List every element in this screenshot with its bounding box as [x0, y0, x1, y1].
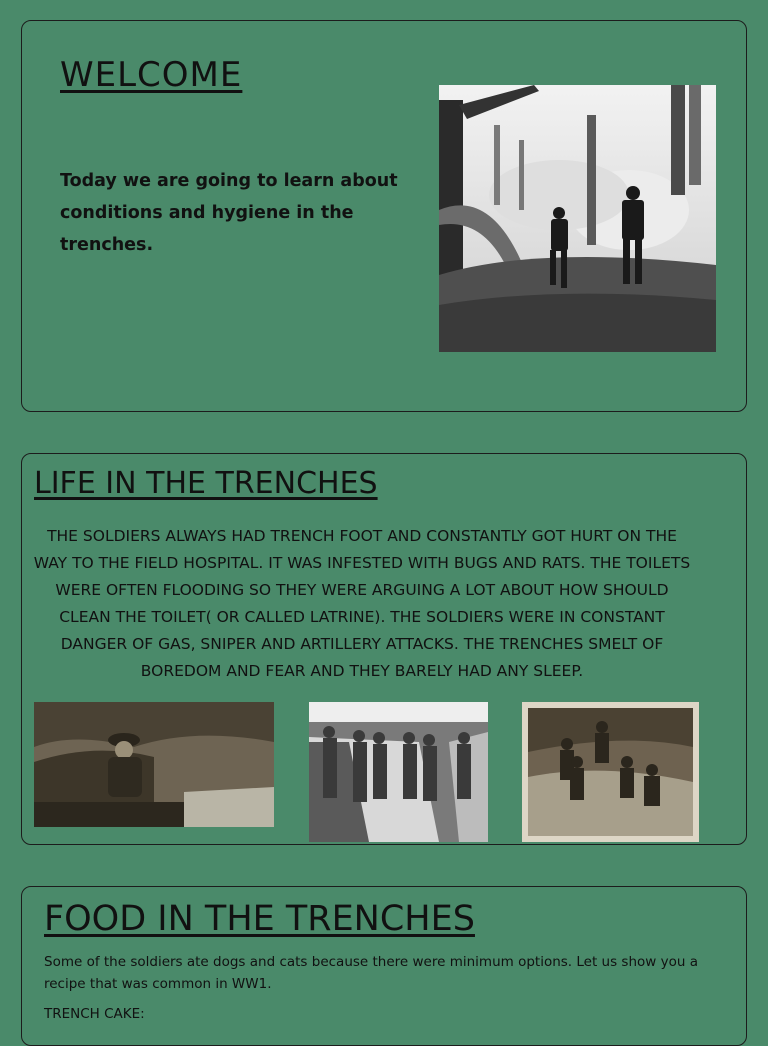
food-card: [21, 886, 747, 1046]
welcome-text: Today we are going to learn about conditions and hygiene in the trenches.: [60, 171, 398, 255]
food-text: Some of the soldiers ate dogs and cats because there were minimum options. Let us show you a recipe that was common in WW1.: [44, 954, 698, 992]
life-title: LIFE IN THE TRENCHES: [34, 466, 378, 501]
soldiers-seated-in-trench-photo: [309, 702, 488, 842]
welcome-card: [21, 20, 747, 412]
soldiers-in-flooded-trench-photo: [522, 702, 699, 842]
welcome-title: WELCOME: [60, 55, 243, 95]
life-card: [21, 453, 747, 845]
food-title: FOOD IN THE TRENCHES: [44, 899, 475, 939]
soldier-in-trench-photo: [34, 702, 274, 827]
life-text: THE SOLDIERS ALWAYS HAD TRENCH FOOT AND CONSTANTLY GOT HURT ON THE WAY TO THE FIELD HOSPITAL. IT WAS INFESTED WITH BUGS AND RATS. THE TOILETS WERE OFTEN FLOODING SO THEY WERE ARGUING A LOT ABOUT HOW SHOULD CLEAN THE TOILET( OR CALLED LATRINE). THE SOLDIERS WERE IN CONSTANT DANGER OF GAS, SNIPER AND ARTILLERY ATTACKS. THE TRENCHES SMELT OF BOREDOM AND FEAR AND THEY BARELY HAD ANY SLEEP.: [33, 527, 691, 680]
recipe-label: TRENCH CAKE:: [44, 1006, 145, 1022]
battlefield-smoke-photo: [439, 85, 716, 352]
